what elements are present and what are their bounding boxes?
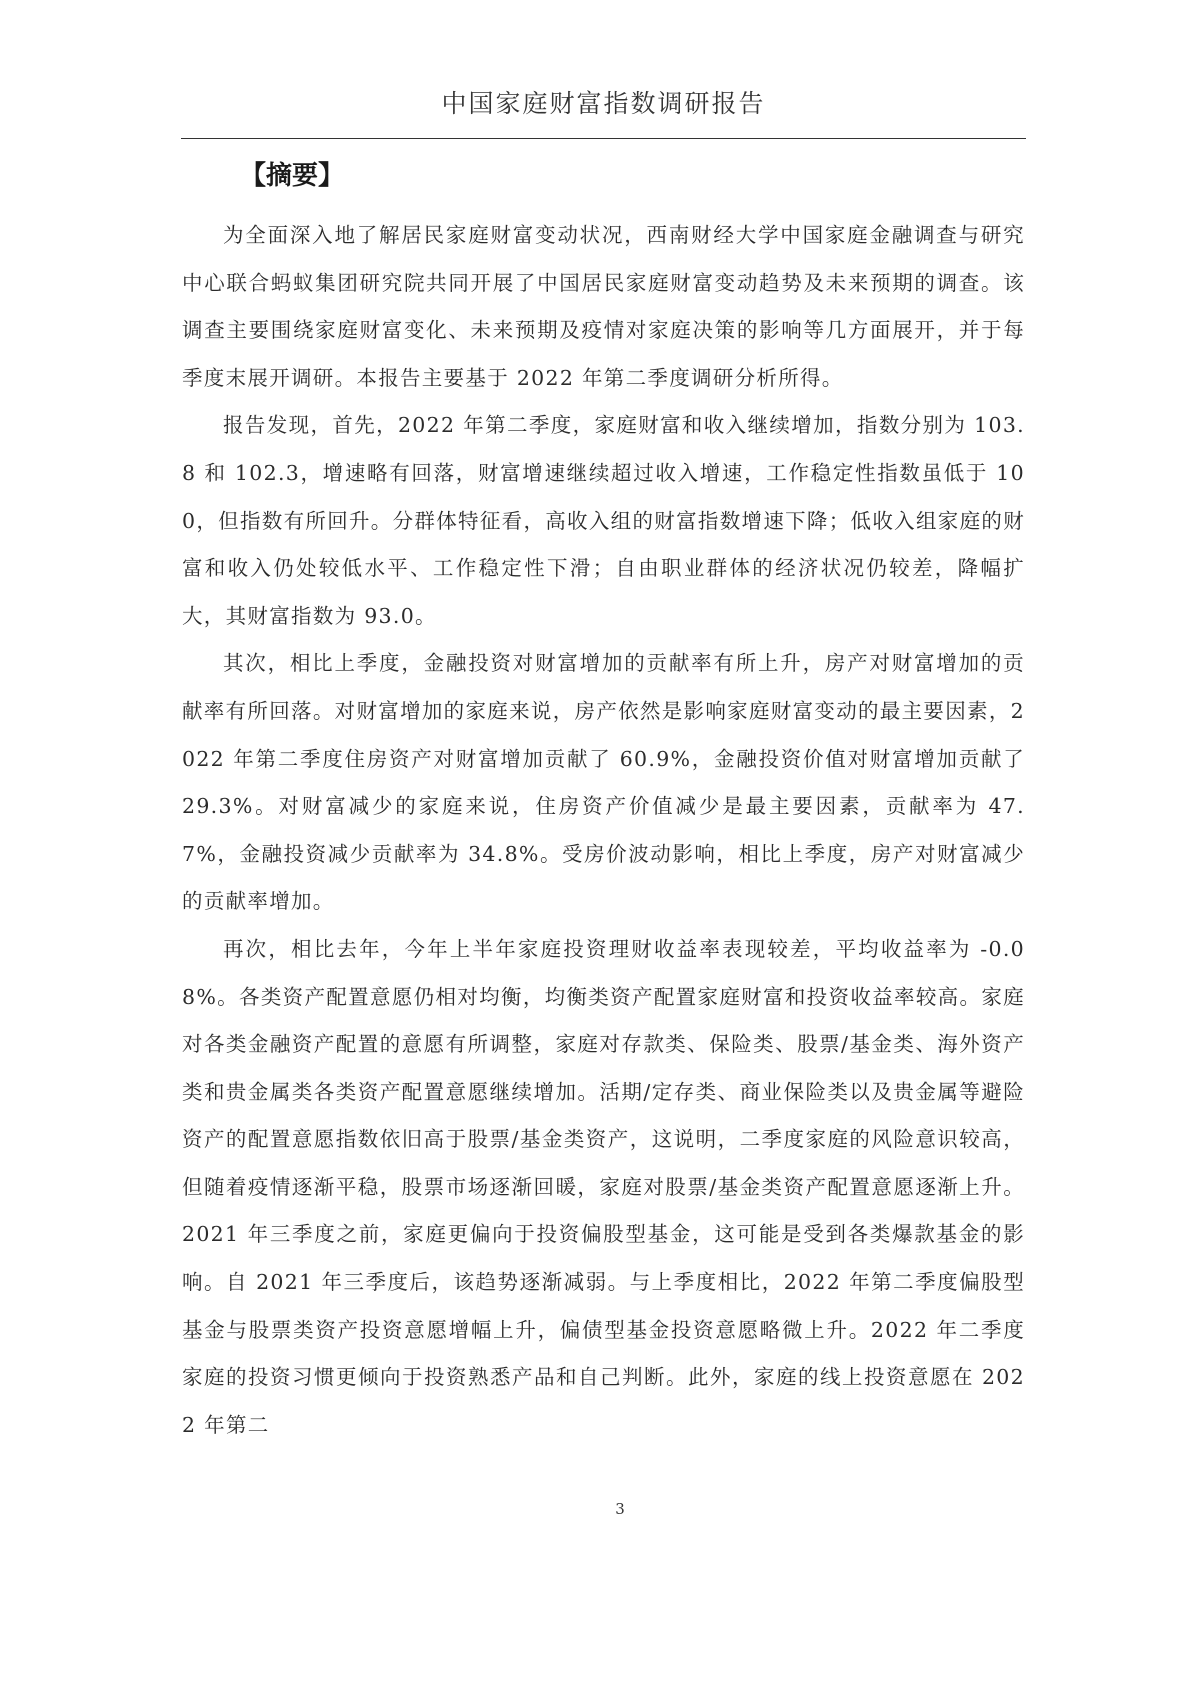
page-number: 3 <box>615 1500 625 1518</box>
paragraph-findings-third: 再次，相比去年，今年上半年家庭投资理财收益率表现较差，平均收益率为 -0.08%。各类资产配置意愿仍相对均衡，均衡类资产配置家庭财富和投资收益率较高。家庭对各类金融资产配置的意愿有所调整，家庭对存款类、保险类、股票/基金类、海外资产类和贵金属类各类资产配置意愿继续增加。活期/定存类、商业保险类以及贵金属等避险资产的配置意愿指数依旧高于股票/基金类资产，这说明，二季度家庭的风险意识较高，但随着疫情逐渐平稳，股票市场逐渐回暖，家庭对股票/基金类资产配置意愿逐渐上升。2021 年三季度之前，家庭更偏向于投资偏股型基金，这可能是受到各类爆款基金的影响。自 2021 年三季度后，该趋势逐渐减弱。与上季度相比，2022 年第二季度偏股型基金与股票类资产投资意愿增幅上升，偏债型基金投资意愿略微上升。2022 年二季度家庭的投资习惯更倾向于投资熟悉产品和自己判断。此外，家庭的线上投资意愿在 2022 年第二 <box>182 936 1025 1437</box>
abstract-heading: 【摘要】 <box>240 161 345 191</box>
paragraph-intro: 为全面深入地了解居民家庭财富变动状况，西南财经大学中国家庭金融调查与研究中心联合蚂蚁集团研究院共同开展了中国居民家庭财富变动趋势及未来预期的调查。该调查主要围绕家庭财富变化、未来预期及疫情对家庭决策的影响等几方面展开，并于每季度末展开调研。本报告主要基于 2022 年第二季度调研分析所得。 <box>182 223 1025 390</box>
paragraph-findings-second: 其次，相比上季度，金融投资对财富增加的贡献率有所上升，房产对财富增加的贡献率有所回落。对财富增加的家庭来说，房产依然是影响家庭财富变动的最主要因素，2022 年第二季度住房资产对财富增加贡献了 60.9%，金融投资价值对财富增加贡献了 29.3%。对财富减少的家庭来说，住房资产价值减少是最主要因素，贡献率为 47.7%，金融投资减少贡献率为 34.8%。受房价波动影响，相比上季度，房产对财富减少的贡献率增加。 <box>182 651 1025 914</box>
report-title: 中国家庭财富指数调研报告 <box>441 89 766 118</box>
page-header <box>181 80 1026 139</box>
paragraph-findings-first: 报告发现，首先，2022 年第二季度，家庭财富和收入继续增加，指数分别为 103.8 和 102.3，增速略有回落，财富增速继续超过收入增速，工作稳定性指数虽低于 100，但指数有所回升。分群体特征看，高收入组的财富指数增速下降；低收入组家庭的财富和收入仍处较低水平、工作稳定性下滑；自由职业群体的经济状况仍较差，降幅扩大，其财富指数为 93.0。 <box>182 413 1025 628</box>
abstract-body <box>182 212 1025 1449</box>
